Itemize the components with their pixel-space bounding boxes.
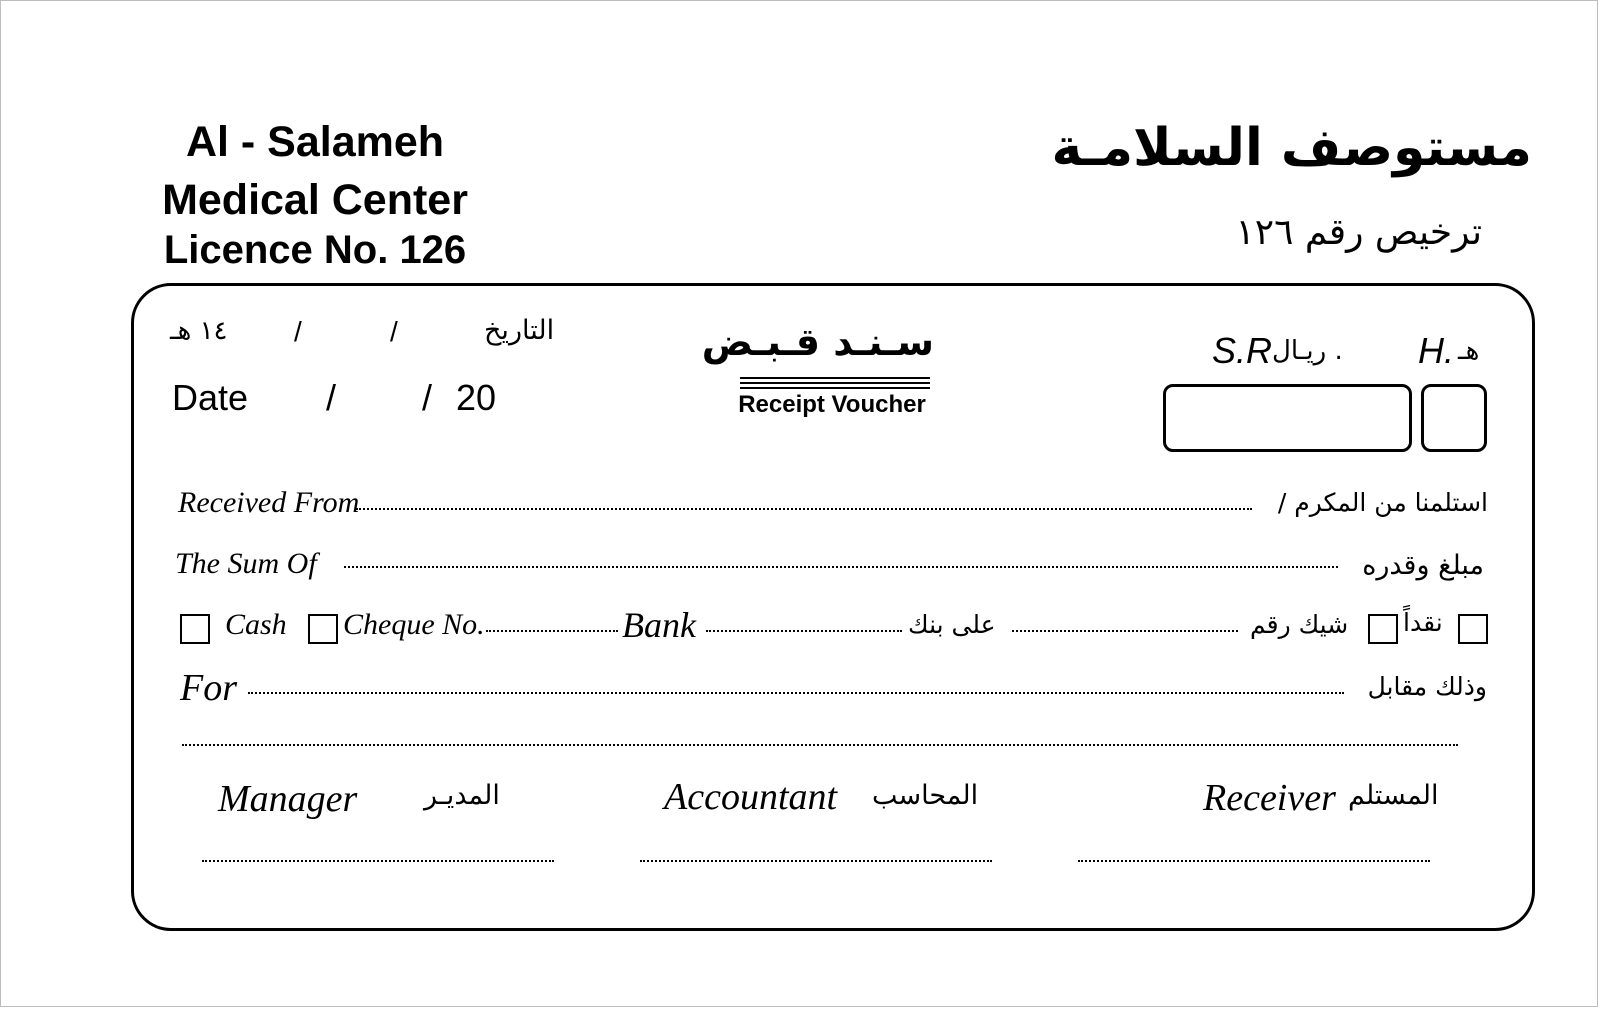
- accountant-label: Accountant: [664, 776, 838, 818]
- manager-signature-line[interactable]: [202, 860, 554, 862]
- ar-licence-number: ترخيص رقم ١٢٦: [1235, 212, 1482, 253]
- sum-of-field[interactable]: [344, 566, 1338, 568]
- ar-date-separator-1: /: [390, 316, 398, 347]
- ar-date-hijri-suffix: ١٤ هـ: [170, 316, 228, 346]
- ar-manager-label: المديـر: [424, 780, 500, 811]
- bank-label: Bank: [622, 605, 696, 645]
- cheque-label: Cheque No.: [343, 608, 485, 641]
- ar-halala-label: هـ: [1458, 336, 1480, 366]
- en-date-century: 20: [456, 377, 497, 418]
- cheque-checkbox[interactable]: [308, 614, 338, 644]
- ar-cash-checkbox[interactable]: [1458, 614, 1488, 644]
- ar-bank-label: على بنك: [908, 610, 996, 639]
- ar-cash-label: نقداً: [1403, 608, 1443, 637]
- en-clinic-name-line1: Al - Salameh: [185, 118, 445, 166]
- cheque-number-field[interactable]: [486, 630, 618, 632]
- en-voucher-title: Receipt Voucher: [738, 391, 926, 418]
- manager-label: Manager: [218, 778, 358, 820]
- en-date-separator-2: /: [422, 377, 433, 418]
- ar-date-label: التاريخ: [484, 315, 555, 346]
- received-from-label: Received From: [178, 486, 360, 519]
- ar-riyal-label: . ريـال: [1272, 336, 1343, 366]
- receiver-label: Receiver: [1203, 777, 1336, 819]
- sum-of-label: The Sum Of: [175, 547, 317, 580]
- en-date-label: Date: [172, 377, 249, 418]
- ar-date-separator-2: /: [294, 316, 302, 347]
- receiver-signature-line[interactable]: [1078, 860, 1430, 862]
- for-field[interactable]: [248, 692, 1344, 694]
- ar-for-label: وذلك مقابل: [1367, 672, 1487, 701]
- for-continuation-field[interactable]: [182, 744, 1458, 746]
- voucher-title-rule-3: [740, 387, 930, 389]
- ar-cheque-checkbox[interactable]: [1368, 614, 1398, 644]
- received-from-field[interactable]: [356, 508, 1252, 510]
- ar-voucher-title: سـنـد قـبـض: [701, 320, 934, 364]
- riyal-amount-field[interactable]: [1163, 384, 1412, 452]
- en-date-separator-1: /: [326, 377, 337, 418]
- bank-field[interactable]: [706, 630, 902, 632]
- cash-checkbox[interactable]: [180, 614, 210, 644]
- ar-received-from-label: استلمنا من المكرم /: [1277, 488, 1488, 517]
- ar-sum-of-label: مبلغ وقدره: [1362, 550, 1484, 581]
- cash-label: Cash: [225, 608, 287, 641]
- halala-amount-field[interactable]: [1421, 384, 1487, 452]
- en-clinic-name-line2: Medical Center: [162, 176, 468, 224]
- for-label: For: [180, 667, 237, 709]
- ar-cheque-number-field[interactable]: [1012, 630, 1238, 632]
- ar-clinic-name: مستوصف السلامـة: [1051, 118, 1532, 178]
- accountant-signature-line[interactable]: [640, 860, 992, 862]
- voucher-border: [131, 283, 1535, 931]
- en-licence-number: Licence No. 126: [163, 228, 467, 272]
- sr-label: S.R: [1212, 330, 1273, 371]
- ar-accountant-label: المحاسب: [872, 780, 979, 811]
- voucher-title-rule-1: [740, 377, 930, 379]
- ar-cheque-label: شيك رقم: [1250, 610, 1349, 639]
- h-label: H.: [1418, 330, 1454, 371]
- ar-receiver-label: المستلم: [1348, 780, 1439, 811]
- voucher-title-rule-2: [740, 382, 930, 384]
